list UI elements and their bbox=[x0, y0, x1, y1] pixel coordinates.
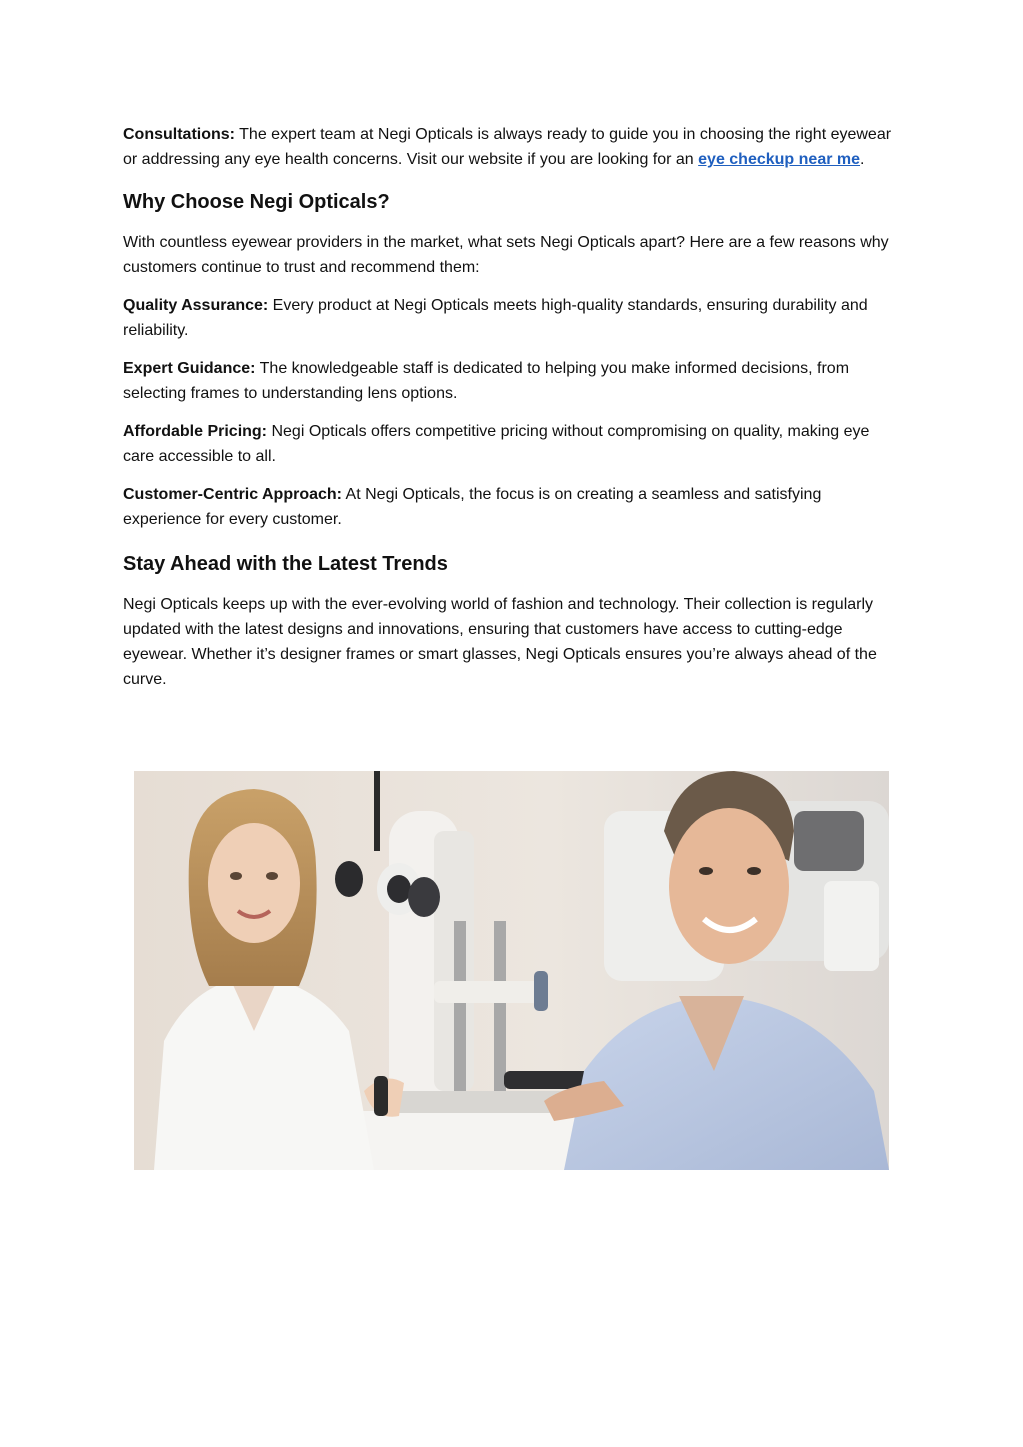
why-choose-heading: Why Choose Negi Opticals? bbox=[123, 191, 390, 213]
customer-centric-label: Customer-Centric Approach: bbox=[123, 486, 342, 503]
optician-with-patient-photo bbox=[134, 771, 889, 1170]
affordable-pricing-paragraph bbox=[123, 419, 895, 469]
latest-trends-heading: Stay Ahead with the Latest Trends bbox=[123, 553, 448, 575]
document-page bbox=[123, 122, 895, 705]
consultations-text: The expert team at Negi Opticals is always ready to guide you in choosing the right eyewear or addressing any eye health concerns. Visit our website if you are looking for an bbox=[123, 126, 892, 168]
affordable-pricing-label: Affordable Pricing: bbox=[123, 423, 268, 440]
consultations-paragraph bbox=[123, 122, 895, 172]
why-intro-paragraph: With countless eyewear providers in the market, what sets Negi Opticals apart? Here are a few reasons why customers continue to trust and recommend them: bbox=[123, 234, 889, 276]
customer-centric-paragraph bbox=[123, 482, 895, 532]
consultations-period: . bbox=[860, 151, 865, 168]
expert-guidance-paragraph bbox=[123, 356, 895, 406]
expert-guidance-text: The knowledgeable staff is dedicated to helping you make informed decisions, from selecting frames to understanding lens options. bbox=[123, 360, 850, 402]
latest-trends-paragraph: Negi Opticals keeps up with the ever-evolving world of fashion and technology. Their collection is regularly updated with the latest designs and innovations, ensuring that customers have access to cutting-edge eyewear. Whether it’s designer frames or smart glasses, Negi Opticals ensures you’re always ahead of the curve. bbox=[123, 596, 877, 688]
eye-checkup-link[interactable]: eye checkup near me bbox=[698, 151, 861, 168]
quality-assurance-text: Every product at Negi Opticals meets high-quality standards, ensuring durability and reliability. bbox=[123, 297, 868, 339]
quality-assurance-label: Quality Assurance: bbox=[123, 297, 269, 314]
customer-centric-text: At Negi Opticals, the focus is on creating a seamless and satisfying experience for every customer. bbox=[123, 486, 822, 528]
expert-guidance-label: Expert Guidance: bbox=[123, 360, 256, 377]
affordable-pricing-text: Negi Opticals offers competitive pricing without compromising on quality, making eye care accessible to all. bbox=[123, 423, 870, 465]
consultations-label: Consultations: bbox=[123, 126, 235, 143]
quality-assurance-paragraph bbox=[123, 293, 895, 343]
